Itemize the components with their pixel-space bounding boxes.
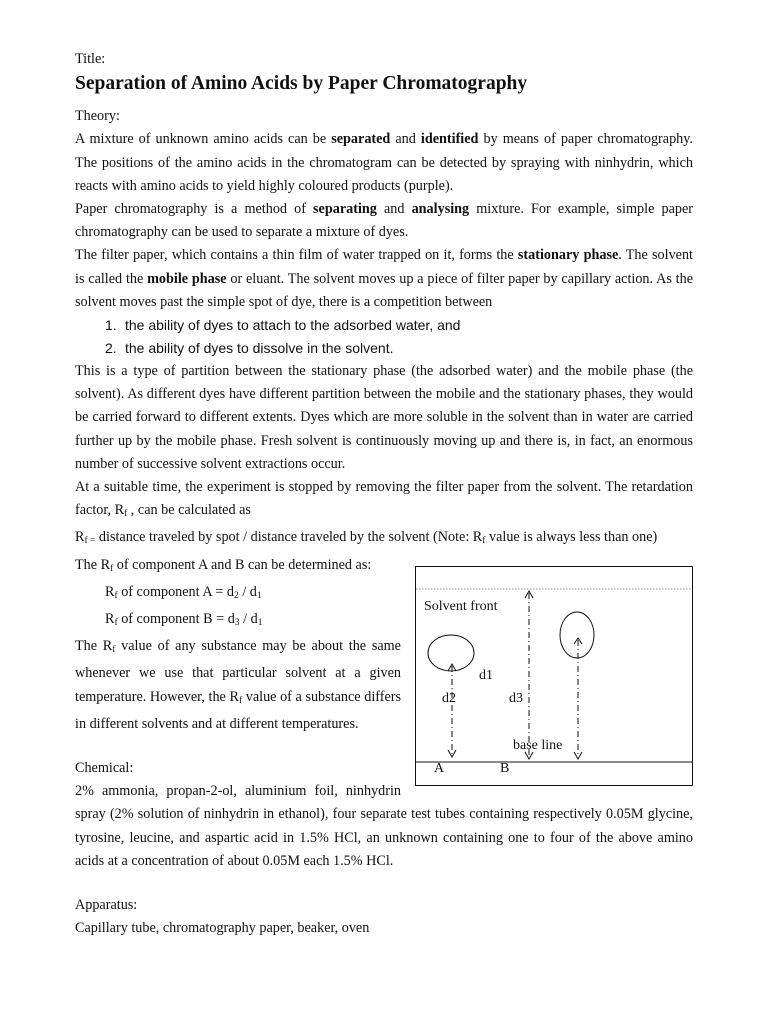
list-item: 2. the ability of dyes to dissolve in the solvent. (105, 340, 394, 357)
spot-b (560, 612, 594, 658)
theory-label: Theory: (75, 108, 120, 125)
document-page (75, 48, 693, 941)
theory-paragraph-2: Paper chromatography is a method of separating and analysing mixture. For example, simple paper chromatography can be used to separate a mixture of dyes. (75, 201, 693, 241)
theory-paragraph-5: At a suitable time, the experiment is stopped by removing the filter paper from the solvent. The retardation factor, $R_f$ , can be calculated as (75, 479, 693, 520)
competition-list (75, 314, 693, 360)
chemical-text: 2% ammonia, propan-2-ol, aluminium foil, ninhydrin spray (2% solution of ninhydrin in ethanol), four separate test tubes containing respectively 0.05M glycine, tyrosine, leucine, and aspartic acid in 1.5% HCl, an unknown containing one to four of the above amino acids at a concentration of about 0.05M each 1.5% HCl. (75, 783, 693, 869)
d3-label: d3 (509, 690, 523, 706)
rf-components-intro: The $R_f$ of component A and B can be determined as: (75, 556, 372, 574)
page-title: Separation of Amino Acids by Paper Chromatography (75, 73, 528, 95)
base-line-label: base line (513, 737, 563, 753)
rf-component-a: $R_f$ of component $A = d_2 / d_1$ (105, 583, 262, 601)
solvent-front-label: Solvent front (424, 598, 498, 614)
apparatus-text: Capillary tube, chromatography paper, beaker, oven (75, 920, 370, 937)
d2-label: d2 (442, 690, 456, 706)
theory-paragraph-4: This is a type of partition between the stationary phase (the adsorbed water) and the mobile phase (the solvent). As different dyes have different partition between the mobile and the stationary phases, they would be carried forward to different extents. Dyes which are more soluble in the solvent than in water are carried further up by the mobile phase. Fresh solvent is continuously moving up and there is, in fact, an enormous number of successive solvent extractions occur. (75, 363, 693, 472)
rf-component-b: $R_f$ of component $B = d_3 / d_1$ (105, 611, 263, 629)
theory-paragraph-3: The filter paper, which contains a thin film of water trapped on it, forms the stationary phase. The solvent is called the mobile phase or eluant. The solvent moves up a piece of filter paper by capillary action. As the solvent moves past the simple spot of dye, there is a competition between (75, 247, 693, 310)
list-item: 1. the ability of dyes to attach to the adsorbed water, and (105, 317, 461, 334)
apparatus-label: Apparatus: (75, 897, 138, 914)
rf-note-paragraph: The $R_f$ value of any substance may be about the same whenever we use that particular solvent at a given temperature. However, the $R_f$ value of a substance differs in different solvents and at different temperatures. (75, 638, 401, 732)
chromatogram-diagram (415, 566, 693, 786)
title-label: Title: (75, 51, 106, 67)
lane-a-label: A (434, 760, 445, 776)
chemical-label: Chemical: (75, 760, 134, 777)
rf-formula: $R_{f =}$ distance traveled by spot / distance traveled by the solvent (Note: $R_f$ value is always less than one) (75, 529, 658, 547)
chromatogram-svg (415, 566, 693, 786)
d1-label: d1 (479, 667, 493, 683)
lane-b-label: B (500, 760, 510, 776)
theory-paragraph-1: A mixture of unknown amino acids can be separated and identified by means of paper chromatography. The positions of the amino acids in the chromatogram can be detected by spraying with ninhydrin, which reacts with amino acids to yield highly coloured products (purple). (75, 131, 693, 194)
